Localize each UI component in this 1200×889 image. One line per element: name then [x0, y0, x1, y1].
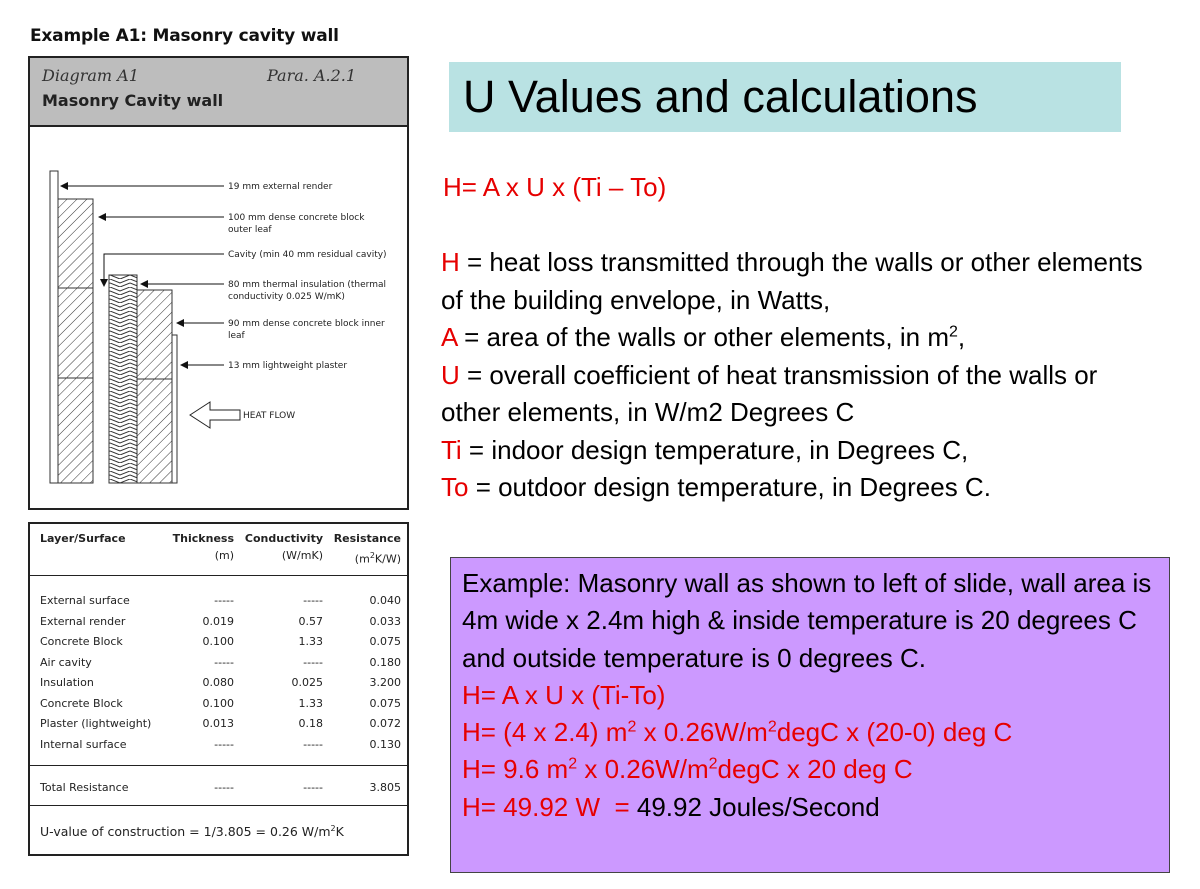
row-resistance: 0.075 [369, 696, 401, 710]
row-conductivity: 0.18 [298, 717, 323, 730]
label-insulation-conductivity: conductivity 0.025 W/mK) [228, 292, 345, 302]
row-thickness: 0.100 [202, 696, 234, 710]
row-layer: External render [40, 614, 126, 628]
label-heat-flow: HEAT FLOW [243, 411, 296, 421]
label-outer-leaf: outer leaf [228, 225, 272, 235]
row-thickness: 0.019 [202, 614, 234, 628]
row-resistance: 0.040 [369, 594, 401, 607]
row-conductivity: ----- [303, 655, 323, 669]
header-conductivity-unit: (W/mK) [281, 549, 323, 562]
resistance-table [28, 522, 409, 856]
header-thickness: Thickness [172, 532, 234, 545]
row-conductivity: 0.025 [291, 676, 323, 689]
inner-leaf-block [137, 290, 172, 483]
row-resistance: 0.072 [369, 717, 401, 730]
row-thickness: ----- [214, 594, 234, 607]
total-thickness: ----- [214, 781, 234, 794]
header-resistance-unit: $(m^2K/W)$ [354, 551, 401, 566]
wall-section-drawing [30, 127, 407, 508]
example-line-3: H= 9.6 $m^2$ x $0.26W/m^2degC$ x 20 deg C [462, 754, 913, 785]
row-resistance: 0.075 [369, 635, 401, 648]
definition-ti: Ti = indoor design temperature, in Degrees C, [441, 434, 969, 465]
row-resistance: 0.130 [369, 737, 401, 751]
title-banner [449, 62, 1121, 132]
row-conductivity: 0.57 [298, 614, 323, 628]
label-external-render: 19 mm external render [228, 182, 333, 192]
header-conductivity: Conductivity [244, 532, 323, 545]
label-outer-block: 100 mm dense concrete block [228, 213, 365, 223]
total-resistance: 3.805 [369, 781, 401, 794]
wall-diagram [28, 56, 409, 510]
row-resistance: 3.200 [369, 676, 401, 689]
definition-u: U = overall coefficient of heat transmission of the walls or other elements, in W/m2 Degrees C [441, 359, 1098, 427]
label-inner-block: 90 mm dense concrete block inner [228, 319, 385, 329]
label-plaster: 13 mm lightweight plaster [228, 361, 348, 371]
header-thickness-unit: (m) [214, 549, 234, 562]
header-layer: Layer/Surface [40, 532, 126, 545]
row-conductivity: 1.33 [298, 635, 323, 648]
table-divider [30, 575, 407, 576]
row-layer: Insulation [40, 676, 94, 689]
label-insulation: 80 mm thermal insulation (thermal [228, 280, 386, 290]
diagram-name: Masonry Cavity wall [42, 91, 224, 110]
row-layer: External surface [40, 594, 130, 607]
definition-h: H = heat loss transmitted through the walls or other elements of the building envelope, in Watts, [441, 247, 1143, 315]
row-thickness: 0.013 [202, 717, 234, 730]
row-resistance: 0.180 [369, 655, 401, 669]
row-thickness: ----- [214, 737, 234, 751]
diagram-header [30, 58, 407, 127]
row-thickness: ----- [214, 655, 234, 669]
insulation-layer [109, 275, 137, 483]
u-value-line: U-value of construction = 1/3.805 = 0.26 $W/m^2K$ [40, 824, 344, 840]
total-divider-bottom [30, 805, 407, 806]
row-layer: Plaster (lightweight) [40, 717, 152, 730]
heat-flow-arrow [190, 402, 240, 428]
diagram-para: Para. A.2.1 [267, 66, 357, 85]
row-conductivity: 1.33 [298, 696, 323, 710]
left-title: Example A1: Masonry cavity wall [30, 26, 339, 46]
definition-a: A = area of the walls or other elements, in $m^2$, [441, 322, 966, 352]
heat-loss-formula: H= A x U x (Ti – To) [443, 172, 667, 202]
label-cavity: Cavity (min 40 mm residual cavity) [228, 250, 387, 260]
example-line-1: H= A x U x (Ti-To) [462, 679, 666, 710]
row-conductivity: ----- [303, 737, 323, 751]
definition-to: To = outdoor design temperature, in Degrees C. [441, 472, 991, 502]
example-content [462, 565, 1162, 826]
total-divider-top [30, 765, 407, 766]
row-layer: Internal surface [40, 737, 127, 751]
diagram-label: Diagram A1 [42, 66, 139, 85]
row-resistance: 0.033 [369, 614, 401, 628]
row-thickness: 0.080 [202, 676, 234, 689]
row-layer: Concrete Block [40, 696, 123, 710]
total-layer: Total Resistance [40, 781, 129, 794]
row-layer: Air cavity [40, 655, 92, 669]
row-layer: Concrete Block [40, 635, 123, 648]
outer-leaf-block [58, 199, 93, 483]
definitions [441, 244, 1161, 507]
plaster-layer [172, 335, 177, 483]
example-line-2: H= (4 x 2.4) $m^2$ x $0.26W/m^2degC$ x (20-0) deg C [462, 717, 1013, 748]
row-thickness: 0.100 [202, 635, 234, 648]
row-conductivity: ----- [303, 594, 323, 607]
page-title: U Values and calculations [463, 71, 978, 122]
total-conductivity: ----- [303, 781, 323, 794]
external-render-layer [50, 171, 58, 483]
label-inner-leaf: leaf [228, 331, 245, 341]
example-line-4: H= 49.92 W = 49.92 Joules/Second [462, 791, 880, 822]
example-intro: Example: Masonry wall as shown to left of slide, wall area is 4m wide x 2.4m high & inside temperature is 20 degrees C and outside temperature is 0 degrees C. [462, 568, 1152, 673]
example-box [450, 557, 1170, 873]
header-resistance: Resistance [333, 532, 401, 545]
